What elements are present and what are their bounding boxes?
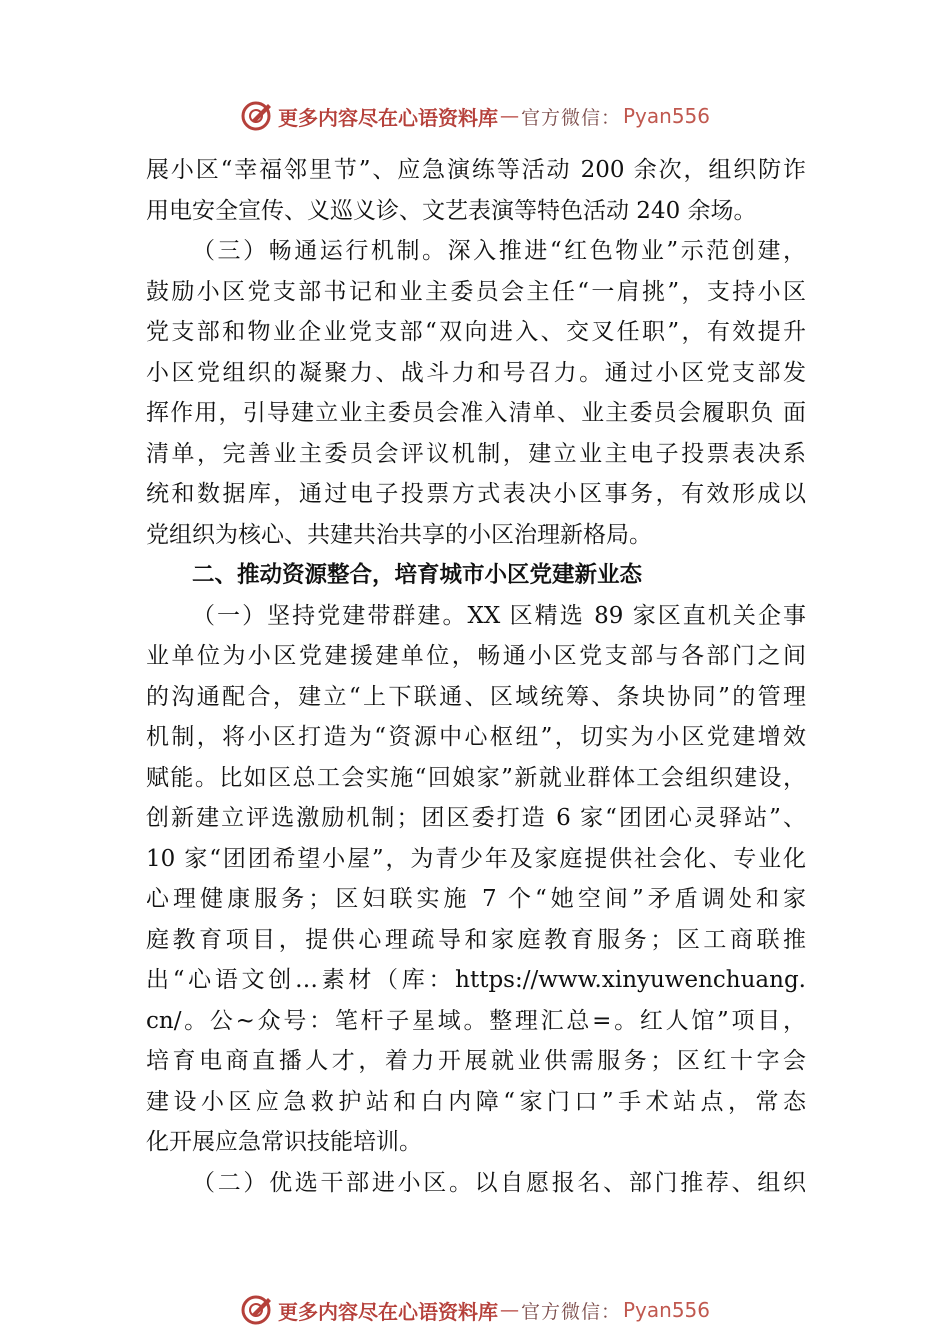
header-banner xyxy=(0,96,950,136)
text-line: 庭教育项目，提供心理疏导和家庭教育服务；区工商联推 xyxy=(146,926,806,953)
text-line: 业单位为小区党建援建单位，畅通小区党支部与各部门之间 xyxy=(146,643,806,669)
section-heading: 二、推动资源整合，培育城市小区党建新业态 xyxy=(192,562,643,588)
text-line: cn/。公~众号：笔杆子星域。整理汇总=。红人馆”项目， xyxy=(146,1007,806,1034)
banner-sub-text: 官方微信： xyxy=(520,1300,621,1323)
banner-dash: — xyxy=(499,1299,519,1321)
text-line: 用电安全宣传、义巡义诊、文艺表演等特色活动 240 余场。 xyxy=(146,197,757,224)
text-line: 挥作用，引导建立业主委员会准入清单、业主委员会履职负 面 xyxy=(146,400,806,426)
text-line: 化开展应急常识技能培训。 xyxy=(146,1129,422,1155)
document-body xyxy=(146,150,806,1203)
text-line: 党组织为核心、共建共治共享的小区治理新格局。 xyxy=(146,521,652,548)
text-line: 党支部和物业企业党支部“双向进入、交叉任职”，有效提升 xyxy=(146,319,806,345)
text-line: 出“心语文创…素材（库：https://www.xinyuwenchuang. xyxy=(146,967,806,993)
banner-dash: — xyxy=(499,105,519,127)
text-line: 统和数据库，通过电子投票方式表决小区事务，有效形成以 xyxy=(146,481,806,507)
text-line: 培育电商直播人才，着力开展就业供需服务；区红十字会 xyxy=(146,1048,806,1074)
text-line: 创新建立评选激励机制；团区委打造 6 家“团团心灵驿站”、 xyxy=(146,805,806,831)
banner-wechat-id: Pyan556 xyxy=(623,1298,711,1322)
banner-sub-text: 官方微信： xyxy=(520,106,621,129)
text-line: 10 家“团团希望小屋”，为青少年及家庭提供社会化、专业化 xyxy=(146,845,806,872)
banner-main-text: 更多内容尽在心语资料库 xyxy=(277,1299,498,1324)
text-line: （二）优选干部进小区。以自愿报名、部门推荐、组织 xyxy=(192,1169,806,1196)
footer-banner xyxy=(0,1290,950,1330)
text-line: 机制，将小区打造为“资源中心枢纽”，切实为小区党建增效 xyxy=(146,724,806,750)
banner-main-text: 更多内容尽在心语资料库 xyxy=(277,105,498,130)
text-line: 赋能。比如区总工会实施“回娘家”新就业群体工会组织建设， xyxy=(146,764,806,791)
text-line: （一）坚持党建带群建。XX 区精选 89 家区直机关企事 xyxy=(192,602,806,629)
pen-seal-logo-icon xyxy=(240,1293,274,1327)
pen-seal-logo-icon xyxy=(240,99,274,133)
text-line: 小区党组织的凝聚力、战斗力和号召力。通过小区党支部发 xyxy=(146,359,806,386)
text-line: 清单，完善业主委员会评议机制，建立业主电子投票表决系 xyxy=(146,440,806,467)
text-line: 心理健康服务；区妇联实施 7 个“她空间”矛盾调处和家 xyxy=(146,886,806,912)
text-line: （三）畅通运行机制。深入推进“红色物业”示范创建， xyxy=(192,238,806,264)
banner-wechat-id: Pyan556 xyxy=(623,104,711,128)
text-line: 展小区“幸福邻里节”、应急演练等活动 200 余次，组织防诈 xyxy=(146,157,806,183)
text-line: 的沟通配合，建立“上下联通、区域统筹、条块协同”的管理 xyxy=(146,683,806,710)
text-line: 建设小区应急救护站和白内障“家门口”手术站点，常态 xyxy=(146,1088,806,1115)
text-line: 鼓励小区党支部书记和业主委员会主任“一肩挑”，支持小区 xyxy=(146,278,806,305)
